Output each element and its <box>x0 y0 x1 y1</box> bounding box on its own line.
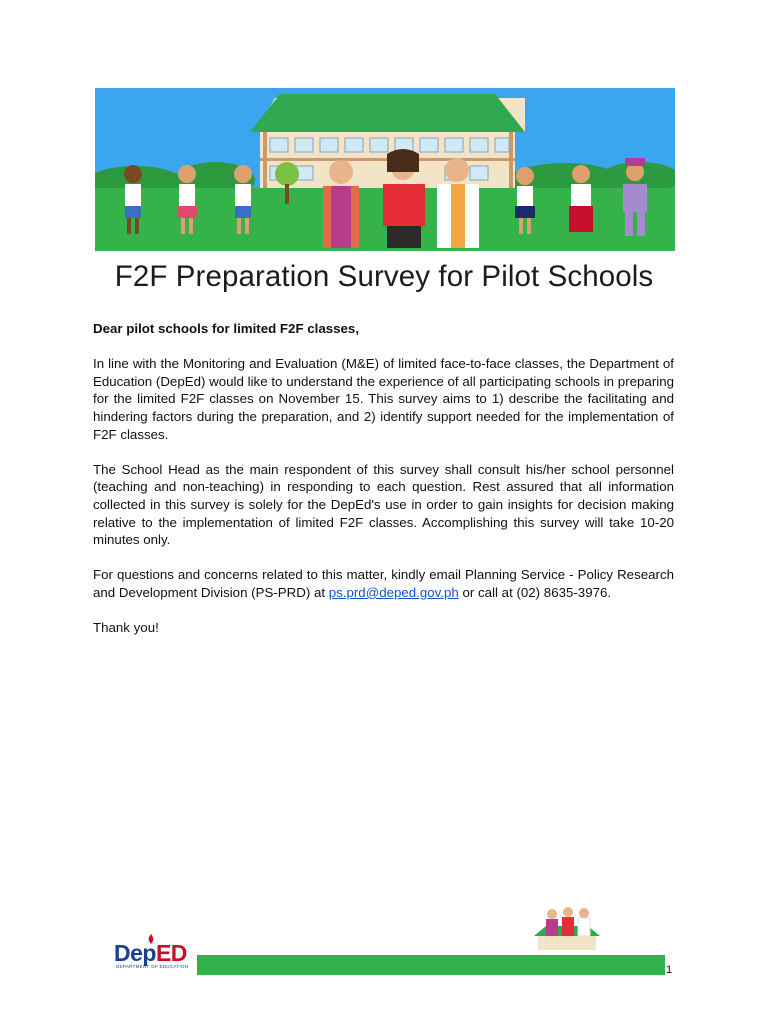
contact-text-before: For questions and concerns related to this matter, kindly email Planning Service - Policy Research and Development Division (PS-PRD) at <box>93 567 674 600</box>
mini-school-illustration <box>196 900 664 950</box>
school-community-illustration <box>95 88 675 251</box>
page-number: 1 <box>666 964 673 976</box>
salutation: Dear pilot schools for limited F2F classes, <box>93 321 360 336</box>
page-title: F2F Preparation Survey for Pilot Schools <box>114 260 654 293</box>
contact-paragraph <box>93 566 674 601</box>
contact-text-after: or call at (02) 8635-3976. <box>458 584 612 600</box>
deped-logo <box>112 934 192 974</box>
contact-email-link[interactable]: ps.prd@deped.gov.ph <box>328 584 459 600</box>
instructions-paragraph: The School Head as the main respondent of this survey shall consult his/her school personnel (teaching and non-teaching) in responding to each question. Rest assured that all information collected in this survey is solely for the DepEd's use in order to gain insights for decision making relative to the implementation of limited F2F classes. Accomplishing this survey will take 10-20 minutes only. <box>93 461 674 548</box>
deped-logo-subtext: DEPARTMENT OF EDUCATION <box>116 964 189 969</box>
deped-logo-wordmark: DepED <box>114 940 187 966</box>
header-banner-illustration <box>95 88 675 251</box>
intro-paragraph: In line with the Monitoring and Evaluation (M&E) of limited face-to-face classes, the Department of Education (DepEd) would like to understand the experience of all participating schools in preparing for the limited F2F classes on November 15. This survey aims to 1) describe the facilitating and hindering factors during the preparation, and 2) identify support needed for the implementation of F2F classes. <box>93 356 674 442</box>
document-body <box>93 320 674 654</box>
closing-text: Thank you! <box>93 620 159 636</box>
footer-green-bar <box>197 955 665 975</box>
footer-school-illustration <box>196 900 664 950</box>
